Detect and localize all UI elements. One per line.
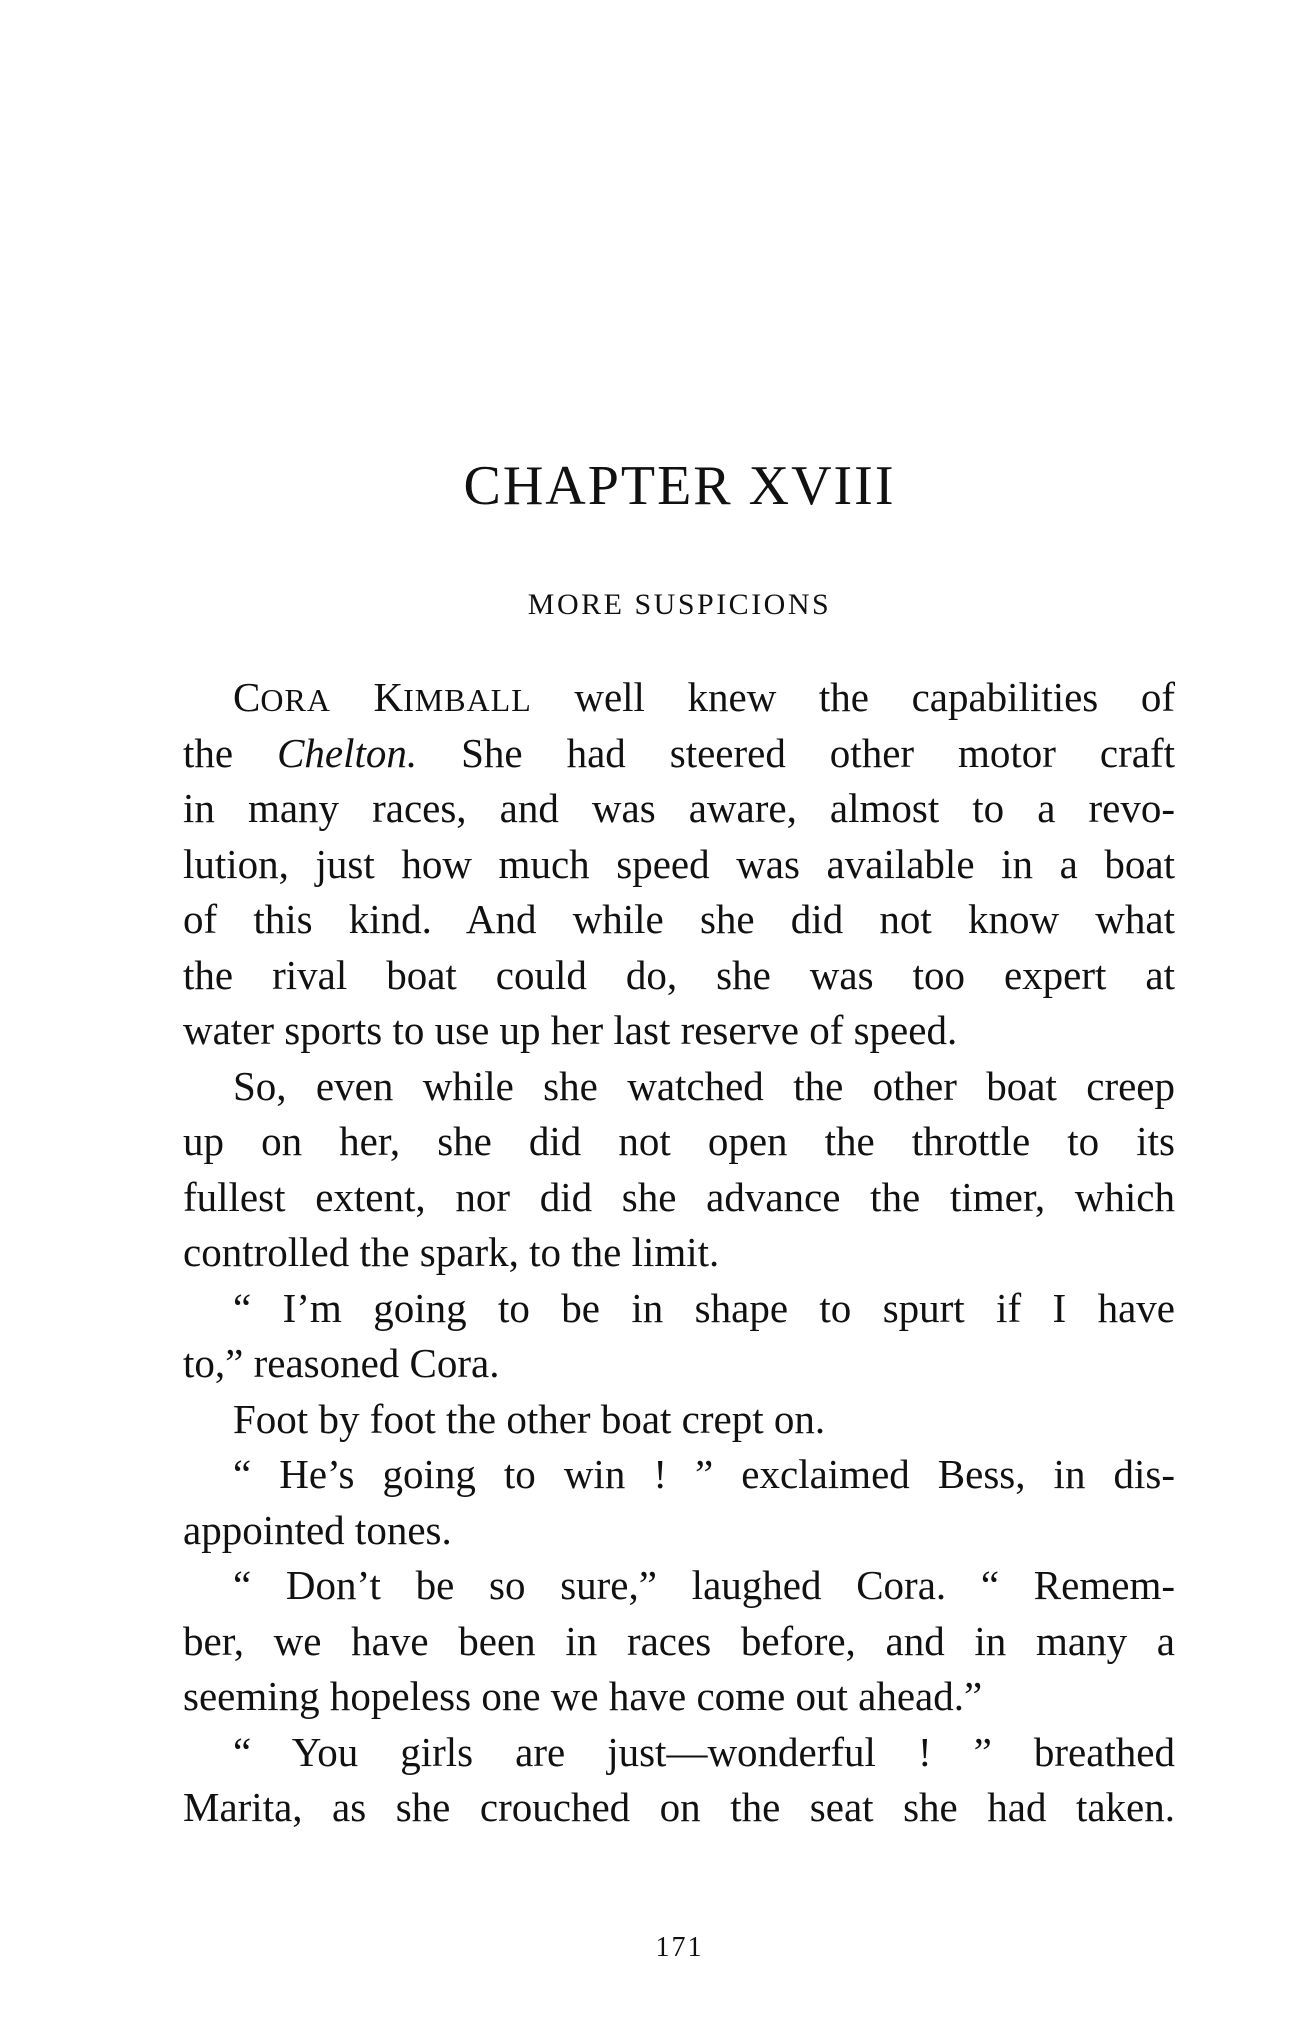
text-line (183, 892, 1175, 948)
italic-text: Chelton. (277, 729, 418, 776)
text-line (183, 1392, 1175, 1448)
text-line (183, 1059, 1175, 1115)
text-run: the rival boat could do, she was too expert at (183, 951, 1175, 998)
text-run: She had steered other motor craft (417, 729, 1176, 776)
text-line (183, 1558, 1175, 1614)
text-run: the (183, 729, 278, 776)
text-line (183, 1281, 1175, 1337)
text-line (183, 1725, 1175, 1781)
text-run: So, even while she watched the other boat creep (233, 1062, 1175, 1109)
text-line (183, 1170, 1175, 1226)
text-line (183, 726, 1175, 782)
text-run: “ You girls are just—wonderful ! ” breathed (233, 1728, 1175, 1775)
text-run: Foot by foot the other boat crept on. (233, 1395, 826, 1442)
text-run: well knew the capabilities of (531, 674, 1175, 720)
text-line (183, 1336, 1175, 1392)
text-run: C (233, 674, 261, 720)
chapter-heading: CHAPTER XVIII (463, 455, 896, 517)
text-run: up on her, she did not open the throttle to its (183, 1118, 1175, 1164)
text-line (183, 1114, 1175, 1170)
body-text (183, 670, 1175, 1836)
text-run: controlled the spark, to the limit. (183, 1229, 720, 1275)
text-run: lution, just how much speed was available in a boat (183, 840, 1175, 887)
text-line (183, 1669, 1175, 1725)
text-run: in many races, and was aware, almost to a revo- (183, 785, 1175, 831)
text-run: appointed tones. (183, 1506, 452, 1553)
text-line (183, 1003, 1175, 1059)
text-line (183, 781, 1175, 837)
text-line (183, 1503, 1175, 1559)
text-run: Marita, as she crouched on the seat she had taken. (183, 1784, 1175, 1830)
text-run: to,” reasoned Cora. (183, 1340, 500, 1386)
text-line (183, 837, 1175, 893)
page-number: 171 (655, 1932, 704, 1963)
text-run: “ I’m going to be in shape to spurt if I have (233, 1284, 1175, 1331)
small-caps-text: ORA (260, 682, 331, 718)
text-run: “ Don’t be so sure,” laughed Cora. “ Remem- (233, 1562, 1175, 1608)
small-caps-text: IMBALL (403, 682, 532, 718)
text-run: ber, we have been in races before, and in many a (183, 1617, 1175, 1664)
text-run: K (330, 674, 404, 720)
text-line (183, 670, 1175, 726)
text-line (183, 948, 1175, 1004)
text-run: of this kind. And while she did not know what (183, 896, 1175, 942)
chapter-title: MORE SUSPICIONS (527, 588, 832, 621)
text-line (183, 1447, 1175, 1503)
text-run: seeming hopeless one we have come out ahead.” (183, 1673, 983, 1719)
text-run: fullest extent, nor did she advance the timer, which (183, 1173, 1175, 1220)
text-line (183, 1614, 1175, 1670)
text-line (183, 1225, 1175, 1281)
text-line (183, 1780, 1175, 1836)
text-run: water sports to use up her last reserve of speed. (183, 1007, 958, 1053)
text-run: “ He’s going to win ! ” exclaimed Bess, in dis- (233, 1451, 1175, 1497)
